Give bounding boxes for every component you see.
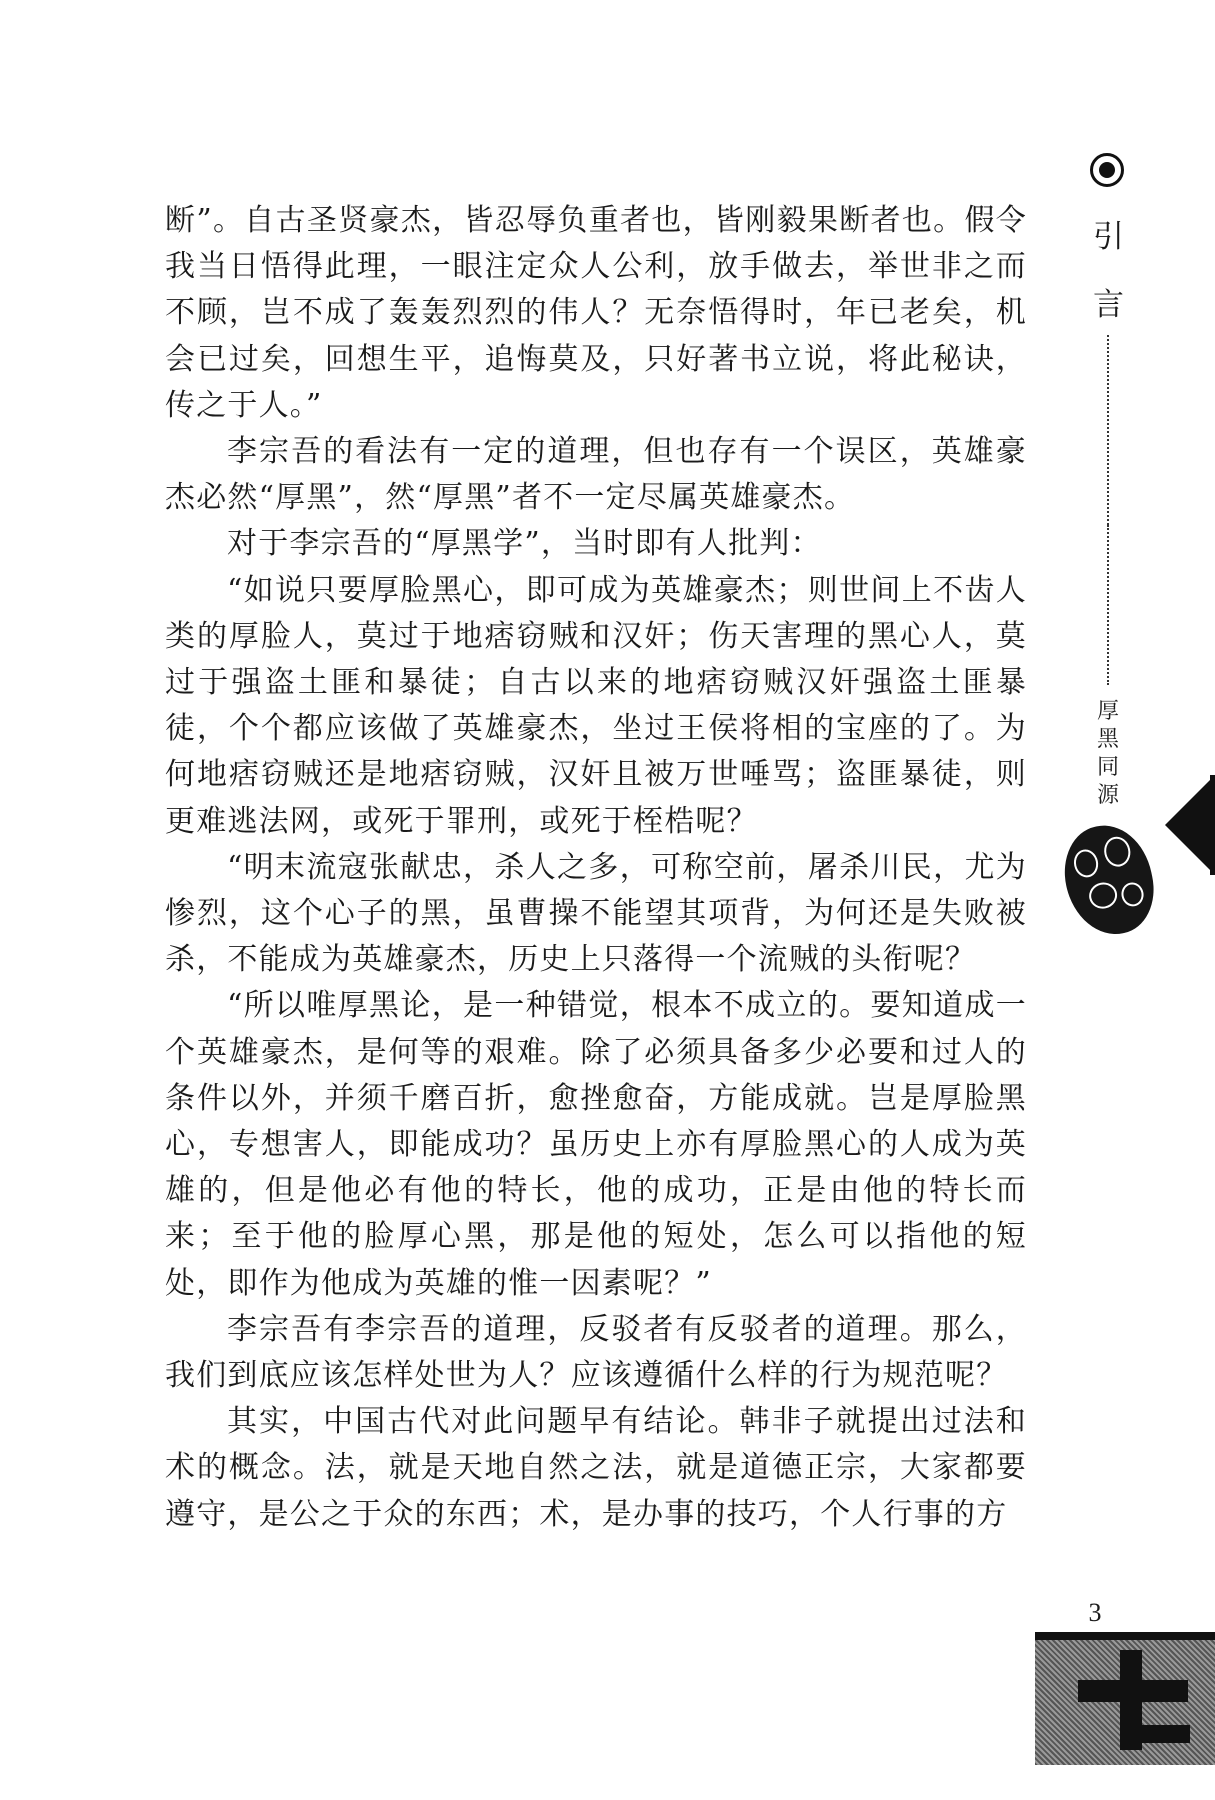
arrow-tab-icon — [1165, 775, 1215, 875]
arrow-tab-body — [1210, 775, 1215, 875]
dotted-divider-bottom — [1107, 525, 1109, 685]
masks-emblem-icon — [1056, 817, 1163, 942]
chapter-title-char-1: 引 — [1093, 219, 1124, 255]
page-number: 3 — [1088, 1598, 1102, 1627]
paragraph-6: “所以唯厚黑论，是一种错觉，根本不成立的。要知道成一个英雄豪杰，是何等的艰难。除了必须具备多少必要和过人的条件以外，并须千磨百折，愈挫愈奋，方能成就。岂是厚脸黑心，专想害人，即能成功？虽历史上亦有厚脸黑心的人成为英雄的，但是他必有他的特长，他的成功，正是由他的特长而来；至于他的脸厚心黑，那是他的短处，怎么可以指他的短处，即作为他成为英雄的惟一因素呢？” — [165, 988, 1027, 1301]
corner-glyph-stroke-horizontal — [1078, 1680, 1188, 1702]
paragraph-1: 断”。自古圣贤豪杰，皆忍辱负重者也，皆刚毅果断者也。假令我当日悟得此理，一眼注定众人公利，放手做去，举世非之而不顾，岂不成了轰轰烈烈的伟人？无奈悟得时，年已老矣，机会已过矣，回想生平，追悔莫及，只好著书立说，将此秘诀，传之于人。” — [165, 203, 1027, 423]
paragraph-5: “明末流寇张献忠，杀人之多，可称空前，屠杀川民，尤为惨烈，这个心子的黑，虽曹操不能望其项背，为何还是失败被杀，不能成为英雄豪杰，历史上只落得一个流贼的头衔呢？ — [165, 849, 1027, 978]
paragraph-4: “如说只要厚脸黑心，即可成为英雄豪杰；则世间上不齿人类的厚脸人，莫过于地痞窃贼和汉奸；伤天害理的黑心人，莫过于强盗土匪和暴徒；自古以来的地痞窃贼汉奸强盗土匪暴徒，个个都应该做了英雄豪杰，坐过王侯将相的宝座的了。为何地痞窃贼还是地痞窃贼，汉奸且被万世唾骂；盗匪暴徒，则更难逃法网，或死于罪刑，或死于桎梏呢？ — [165, 572, 1027, 839]
paragraph-7: 李宗吾有李宗吾的道理，反驳者有反驳者的道理。那么，我们到底应该怎样处世为人？应该遵循什么样的行为规范呢？ — [165, 1311, 1027, 1394]
section-subtitle-vertical: 厚黑同源 — [1096, 699, 1119, 808]
bullseye-icon — [1090, 153, 1124, 187]
paragraph-2: 李宗吾的看法有一定的道理，但也存有一个误区，英雄豪杰必然“厚黑”，然“厚黑”者不一定尽属英雄豪杰。 — [165, 434, 1027, 516]
paragraph-3: 对于李宗吾的“厚黑学”，当时即有人批判： — [227, 526, 822, 562]
corner-glyph-stroke-bottom — [1130, 1725, 1190, 1743]
dotted-divider-top — [1107, 335, 1109, 525]
paragraph-8: 其实，中国古代对此问题早有结论。韩非子就提出过法和术的概念。法，就是天地自然之法，就是道德正宗，大家都要遵守，是公之于众的东西；术，是办事的技巧，个人行事的方 — [165, 1404, 1027, 1532]
body-text — [165, 198, 1027, 1538]
chapter-title-char-2: 言 — [1093, 287, 1124, 323]
